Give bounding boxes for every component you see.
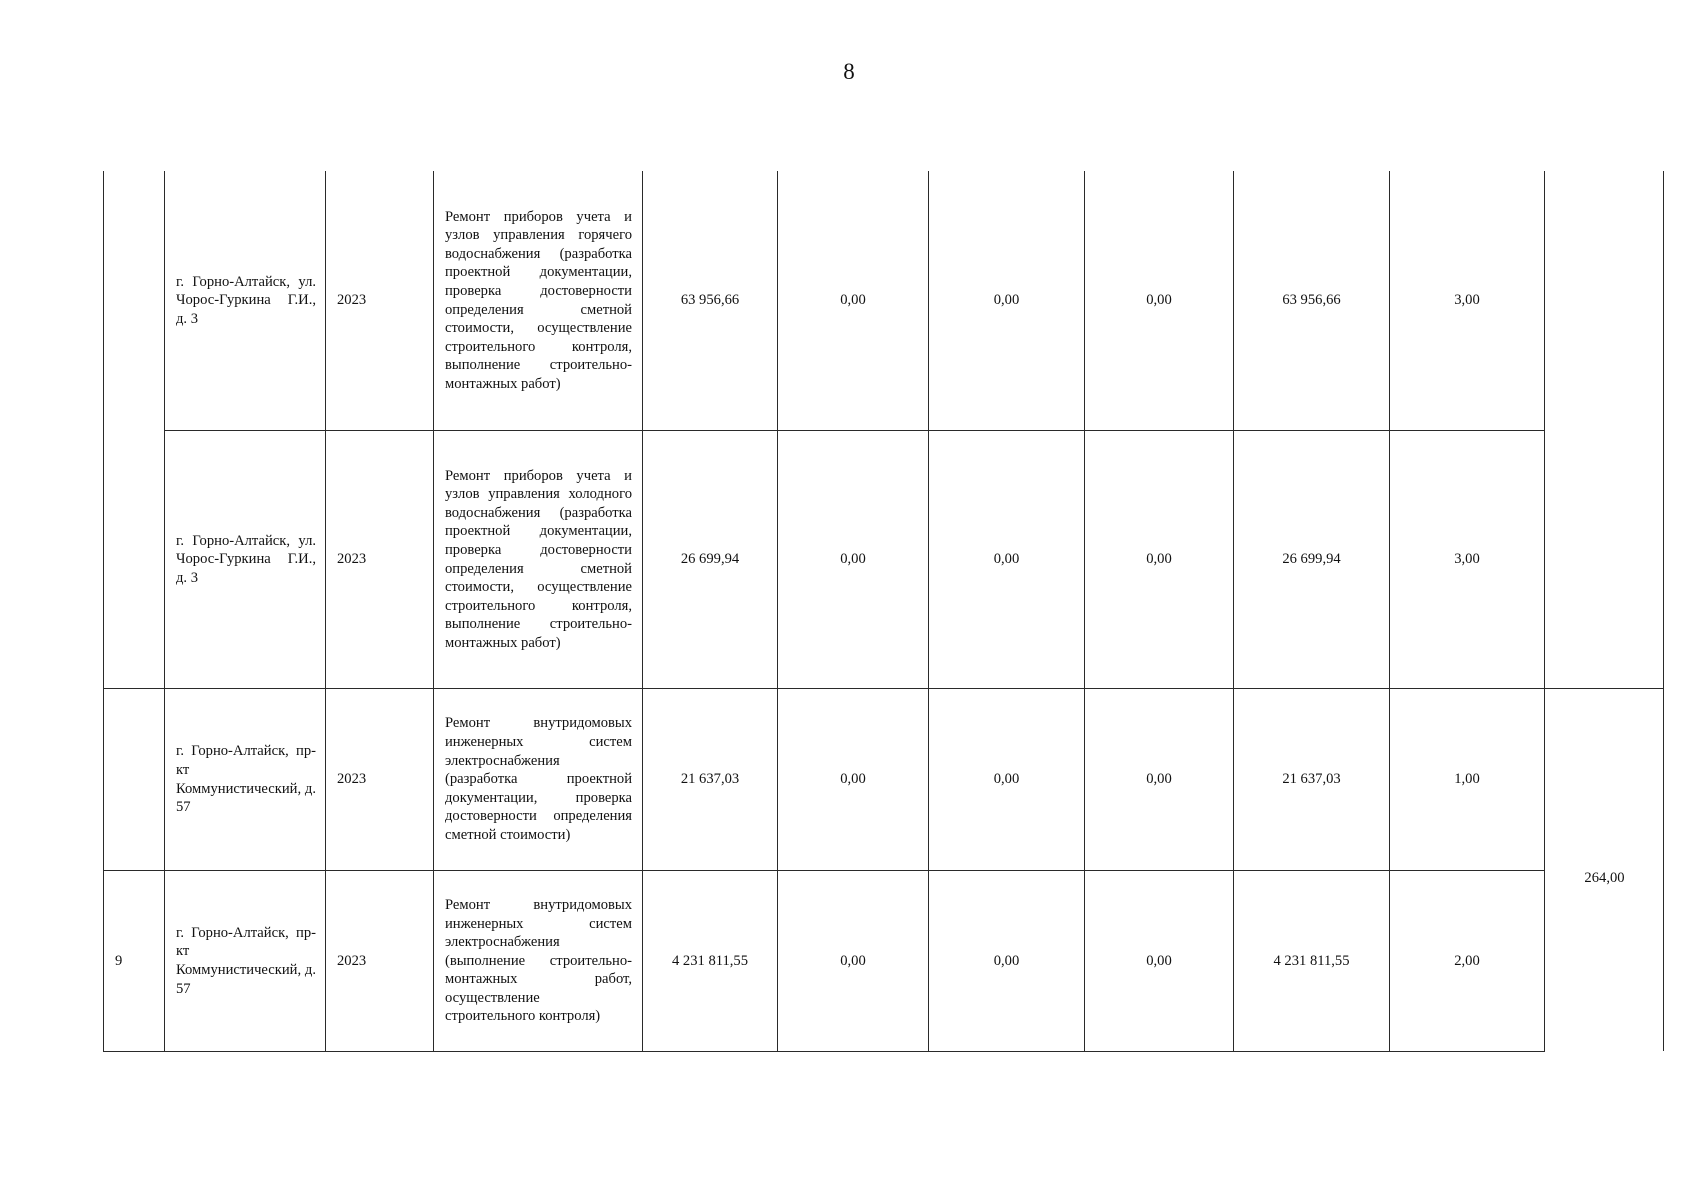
- table-border-bottom: [103, 1051, 1545, 1052]
- table-cell-value: 0,00: [1146, 771, 1172, 788]
- table-cell-work: Ремонт приборов учета и узлов управления холодного водоснабжения (разработка проектной документации, проверка достоверности определения сметной стоимости, осуществление строительного контроля, выполнение строительно-монтажных работ): [445, 467, 632, 651]
- table-cell-value: 26 699,94: [1282, 551, 1341, 568]
- table-cell-value: 3,00: [1454, 292, 1480, 309]
- table-cell-value: 0,00: [840, 952, 866, 969]
- table-cell-cost: 63 956,66: [680, 292, 740, 309]
- table-cell-value: 0,00: [840, 551, 866, 568]
- table-cell-cost: 21 637,03: [680, 771, 740, 788]
- table-cell-total: 264,00: [1584, 870, 1625, 886]
- table-cell-year: 2023: [337, 952, 367, 969]
- table-cell-address: г. Горно-Алтайск, ул. Чорос-Гуркина Г.И., д. 3: [176, 273, 316, 327]
- table-cell-value: 4 231 811,55: [1273, 952, 1350, 969]
- table-cell-value: 0,00: [993, 551, 1020, 568]
- table-border-right: [1663, 171, 1664, 1051]
- table-cell-address: г. Горно-Алтайск, пр-кт Коммунистический, д. 57: [176, 743, 316, 816]
- table-cell-value: 3,00: [1454, 551, 1480, 568]
- page-number: 8: [843, 59, 855, 84]
- table-cell-work: Ремонт внутридомовых инженерных систем электроснабжения (разработка проектной документации, проверка достоверности определения сметной стоимости): [445, 715, 632, 843]
- table-cell-value: 0,00: [1146, 292, 1172, 309]
- table-cell-value: 0,00: [840, 292, 866, 309]
- table-cell-number: 9: [115, 952, 123, 969]
- table-cell-cost: 26 699,94: [680, 551, 740, 568]
- table-cell-year: 2023: [337, 771, 367, 788]
- table-cell-value: 0,00: [993, 292, 1020, 309]
- table-cell-address: г. Горно-Алтайск, ул. Чорос-Гуркина Г.И., д. 3: [176, 532, 316, 586]
- table-cell-value: 0,00: [1146, 952, 1172, 969]
- table-cell-work: Ремонт внутридомовых инженерных систем электроснабжения (выполнение строительно-монтажных работ, осуществление строительного контроля): [445, 896, 632, 1025]
- column-divider: [1544, 171, 1545, 1051]
- table-cell-value: 2,00: [1454, 952, 1480, 969]
- table-cell-value: 21 637,03: [1282, 771, 1341, 788]
- table-cell-work: Ремонт приборов учета и узлов управления горячего водоснабжения (разработка проектной документации, проверка достоверности определения сметной стоимости, осуществление строительного контроля, выполнение строительно-монтажных работ): [445, 208, 632, 392]
- table-cell-year: 2023: [337, 292, 367, 309]
- table-cell-cost: 4 231 811,55: [671, 952, 749, 969]
- table-cell-value: 63 956,66: [1282, 292, 1341, 309]
- table-cell-value: 1,00: [1454, 771, 1480, 788]
- table-cell-year: 2023: [337, 551, 367, 568]
- table-cell-address: г. Горно-Алтайск, пр-кт Коммунистический, д. 57: [176, 924, 316, 997]
- table-cell-value: 0,00: [993, 771, 1020, 788]
- table-cell-value: 0,00: [993, 952, 1020, 969]
- table-cell-value: 0,00: [1146, 551, 1172, 568]
- table-cell-value: 0,00: [840, 771, 866, 788]
